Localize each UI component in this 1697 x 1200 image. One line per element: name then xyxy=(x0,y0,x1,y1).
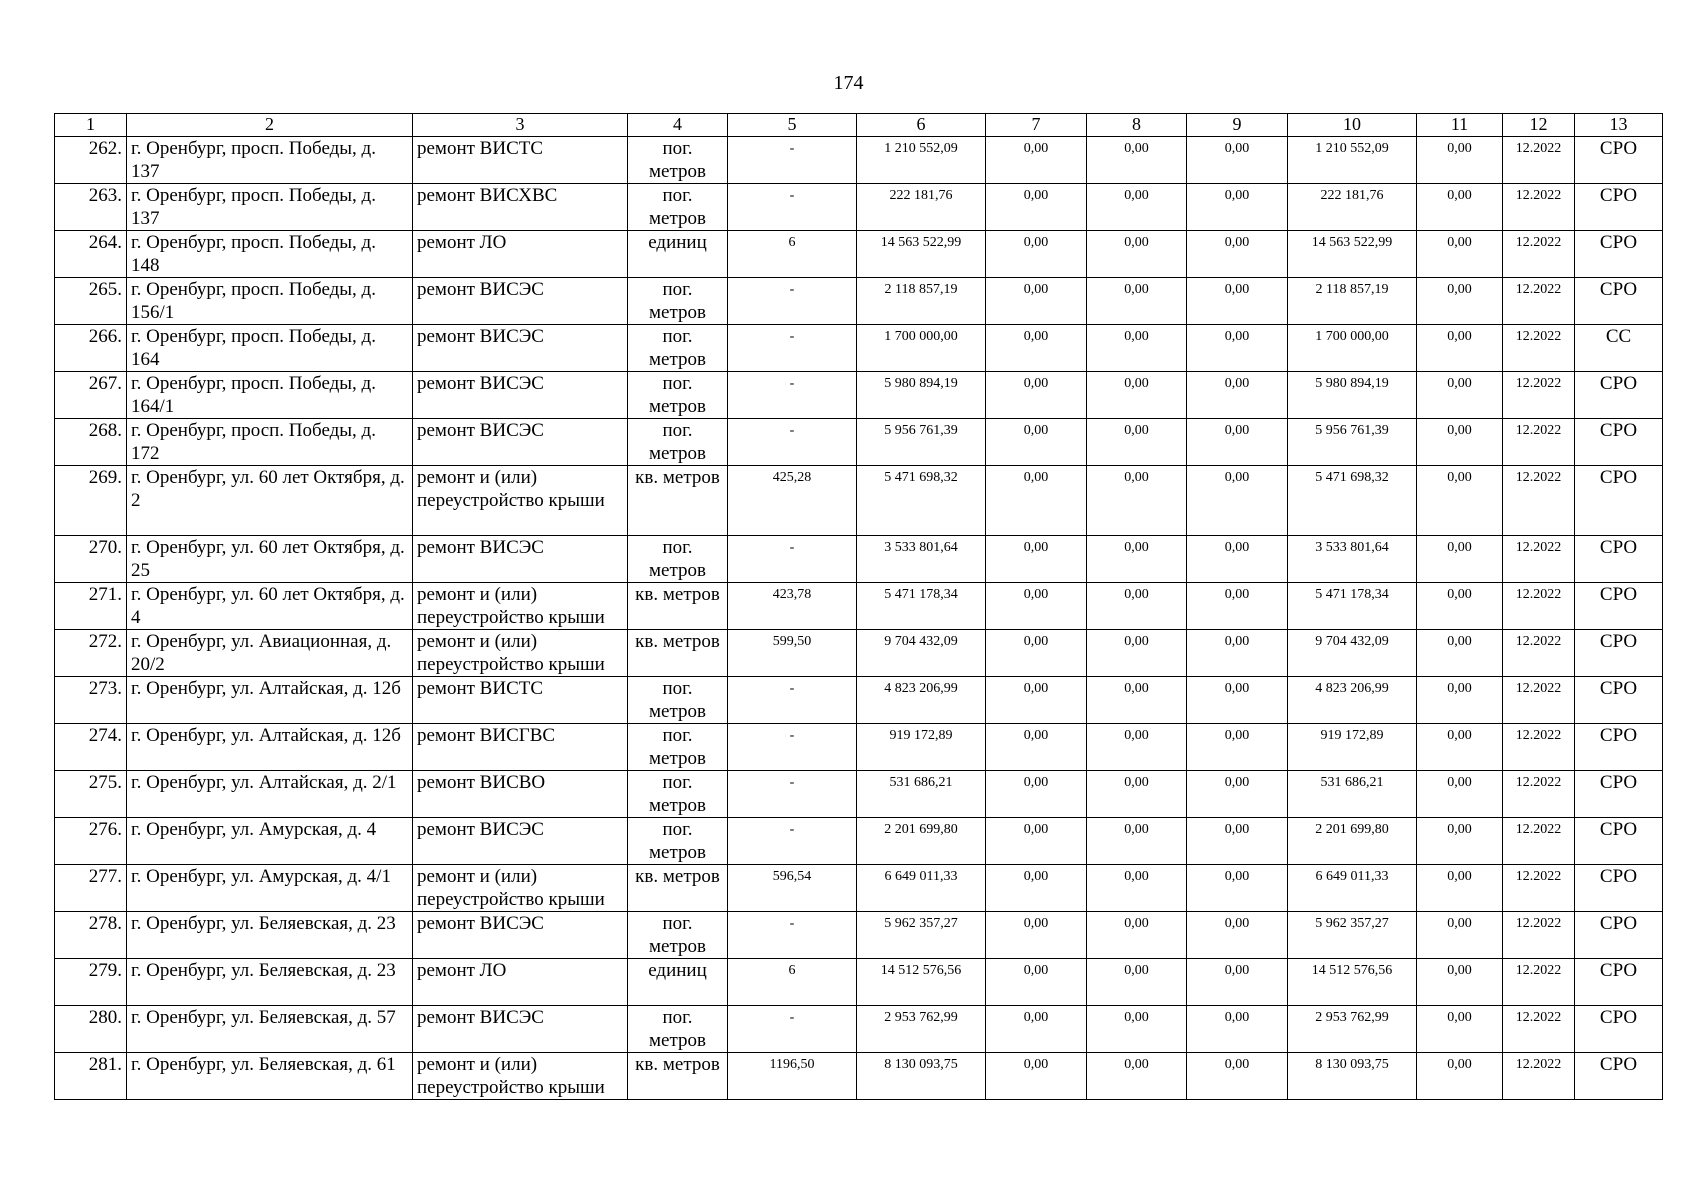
cost-col11-cell: 0,00 xyxy=(1417,278,1503,325)
cost-col11-cell: 0,00 xyxy=(1417,137,1503,184)
completion-date-cell: 12.2022 xyxy=(1503,865,1575,912)
row-number: 262. xyxy=(55,137,127,184)
quantity-cell: - xyxy=(728,912,857,959)
funding-source-cell: СРО xyxy=(1575,677,1663,724)
table-row xyxy=(55,231,1663,278)
cost-col7-cell: 0,00 xyxy=(986,466,1087,536)
quantity-cell: 599,50 xyxy=(728,630,857,677)
funding-source-cell: СРО xyxy=(1575,137,1663,184)
cost-col9-cell: 0,00 xyxy=(1187,325,1288,372)
cost-col7-cell: 0,00 xyxy=(986,372,1087,419)
completion-date-cell: 12.2022 xyxy=(1503,466,1575,536)
address-cell: г. Оренбург, ул. 60 лет Октября, д. 4 xyxy=(127,583,413,630)
cost-col10-cell: 5 956 761,39 xyxy=(1288,419,1417,466)
cost-col10-cell: 9 704 432,09 xyxy=(1288,630,1417,677)
cost-col10-cell: 14 512 576,56 xyxy=(1288,959,1417,1006)
address-cell: г. Оренбург, ул. Беляевская, д. 57 xyxy=(127,1006,413,1053)
row-number: 279. xyxy=(55,959,127,1006)
unit-cell: пог. метров xyxy=(628,278,728,325)
table-row xyxy=(55,325,1663,372)
table-row xyxy=(55,865,1663,912)
table-row xyxy=(55,630,1663,677)
table-row xyxy=(55,771,1663,818)
work-type-cell: ремонт ВИСЭС xyxy=(413,325,628,372)
row-number: 274. xyxy=(55,724,127,771)
cost-col8-cell: 0,00 xyxy=(1087,372,1187,419)
row-number: 266. xyxy=(55,325,127,372)
cost-col8-cell: 0,00 xyxy=(1087,912,1187,959)
column-header-2: 2 xyxy=(127,114,413,137)
cost-col9-cell: 0,00 xyxy=(1187,231,1288,278)
total-cost-cell: 6 649 011,33 xyxy=(857,865,986,912)
total-cost-cell: 2 953 762,99 xyxy=(857,1006,986,1053)
cost-col10-cell: 5 471 178,34 xyxy=(1288,583,1417,630)
header-row xyxy=(55,114,1663,137)
cost-col9-cell: 0,00 xyxy=(1187,372,1288,419)
address-cell: г. Оренбург, ул. Амурская, д. 4/1 xyxy=(127,865,413,912)
cost-col10-cell: 531 686,21 xyxy=(1288,771,1417,818)
unit-cell: кв. метров xyxy=(628,466,728,536)
address-cell: г. Оренбург, просп. Победы, д. 172 xyxy=(127,419,413,466)
work-type-cell: ремонт ВИСЭС xyxy=(413,419,628,466)
work-type-cell: ремонт и (или) переустройство крыши xyxy=(413,630,628,677)
cost-col10-cell: 1 210 552,09 xyxy=(1288,137,1417,184)
cost-col7-cell: 0,00 xyxy=(986,865,1087,912)
table-row xyxy=(55,912,1663,959)
row-number: 270. xyxy=(55,536,127,583)
cost-col8-cell: 0,00 xyxy=(1087,1006,1187,1053)
row-number: 271. xyxy=(55,583,127,630)
table-row xyxy=(55,677,1663,724)
column-header-12: 12 xyxy=(1503,114,1575,137)
row-number: 264. xyxy=(55,231,127,278)
completion-date-cell: 12.2022 xyxy=(1503,771,1575,818)
completion-date-cell: 12.2022 xyxy=(1503,419,1575,466)
cost-col7-cell: 0,00 xyxy=(986,419,1087,466)
cost-col8-cell: 0,00 xyxy=(1087,231,1187,278)
funding-source-cell: СРО xyxy=(1575,1006,1663,1053)
cost-col8-cell: 0,00 xyxy=(1087,771,1187,818)
cost-col9-cell: 0,00 xyxy=(1187,865,1288,912)
total-cost-cell: 4 823 206,99 xyxy=(857,677,986,724)
address-cell: г. Оренбург, ул. Беляевская, д. 61 xyxy=(127,1053,413,1100)
cost-col8-cell: 0,00 xyxy=(1087,818,1187,865)
cost-col9-cell: 0,00 xyxy=(1187,630,1288,677)
table-body xyxy=(55,137,1663,1100)
cost-col11-cell: 0,00 xyxy=(1417,865,1503,912)
cost-col9-cell: 0,00 xyxy=(1187,724,1288,771)
funding-source-cell: СРО xyxy=(1575,818,1663,865)
row-number: 278. xyxy=(55,912,127,959)
cost-col9-cell: 0,00 xyxy=(1187,1053,1288,1100)
unit-cell: пог. метров xyxy=(628,184,728,231)
cost-col7-cell: 0,00 xyxy=(986,771,1087,818)
cost-col11-cell: 0,00 xyxy=(1417,771,1503,818)
row-number: 268. xyxy=(55,419,127,466)
funding-source-cell: СРО xyxy=(1575,372,1663,419)
completion-date-cell: 12.2022 xyxy=(1503,231,1575,278)
table-row xyxy=(55,137,1663,184)
funding-source-cell: СРО xyxy=(1575,231,1663,278)
column-header-7: 7 xyxy=(986,114,1087,137)
completion-date-cell: 12.2022 xyxy=(1503,583,1575,630)
cost-col8-cell: 0,00 xyxy=(1087,278,1187,325)
total-cost-cell: 2 118 857,19 xyxy=(857,278,986,325)
unit-cell: кв. метров xyxy=(628,1053,728,1100)
unit-cell: пог. метров xyxy=(628,677,728,724)
row-number: 269. xyxy=(55,466,127,536)
work-type-cell: ремонт ВИСВО xyxy=(413,771,628,818)
cost-col10-cell: 2 118 857,19 xyxy=(1288,278,1417,325)
quantity-cell: - xyxy=(728,1006,857,1053)
completion-date-cell: 12.2022 xyxy=(1503,536,1575,583)
table-row xyxy=(55,959,1663,1006)
cost-col10-cell: 8 130 093,75 xyxy=(1288,1053,1417,1100)
row-number: 273. xyxy=(55,677,127,724)
table-row xyxy=(55,184,1663,231)
quantity-cell: - xyxy=(728,677,857,724)
row-number: 281. xyxy=(55,1053,127,1100)
total-cost-cell: 5 471 178,34 xyxy=(857,583,986,630)
cost-col9-cell: 0,00 xyxy=(1187,137,1288,184)
address-cell: г. Оренбург, просп. Победы, д. 164 xyxy=(127,325,413,372)
quantity-cell: - xyxy=(728,419,857,466)
completion-date-cell: 12.2022 xyxy=(1503,278,1575,325)
address-cell: г. Оренбург, ул. Беляевская, д. 23 xyxy=(127,959,413,1006)
funding-source-cell: СРО xyxy=(1575,419,1663,466)
cost-col7-cell: 0,00 xyxy=(986,536,1087,583)
cost-col7-cell: 0,00 xyxy=(986,724,1087,771)
work-type-cell: ремонт ВИСХВС xyxy=(413,184,628,231)
work-type-cell: ремонт ВИСТС xyxy=(413,137,628,184)
cost-col11-cell: 0,00 xyxy=(1417,325,1503,372)
total-cost-cell: 8 130 093,75 xyxy=(857,1053,986,1100)
row-number: 277. xyxy=(55,865,127,912)
total-cost-cell: 5 980 894,19 xyxy=(857,372,986,419)
column-header-1: 1 xyxy=(55,114,127,137)
cost-col11-cell: 0,00 xyxy=(1417,184,1503,231)
quantity-cell: - xyxy=(728,278,857,325)
total-cost-cell: 531 686,21 xyxy=(857,771,986,818)
address-cell: г. Оренбург, ул. Амурская, д. 4 xyxy=(127,818,413,865)
quantity-cell: 1196,50 xyxy=(728,1053,857,1100)
cost-col9-cell: 0,00 xyxy=(1187,536,1288,583)
row-number: 265. xyxy=(55,278,127,325)
cost-col7-cell: 0,00 xyxy=(986,677,1087,724)
unit-cell: пог. метров xyxy=(628,536,728,583)
completion-date-cell: 12.2022 xyxy=(1503,1006,1575,1053)
cost-col8-cell: 0,00 xyxy=(1087,865,1187,912)
cost-col10-cell: 2 201 699,80 xyxy=(1288,818,1417,865)
unit-cell: пог. метров xyxy=(628,372,728,419)
cost-col11-cell: 0,00 xyxy=(1417,677,1503,724)
cost-col9-cell: 0,00 xyxy=(1187,419,1288,466)
unit-cell: пог. метров xyxy=(628,724,728,771)
funding-source-cell: СРО xyxy=(1575,184,1663,231)
funding-source-cell: СРО xyxy=(1575,583,1663,630)
cost-col7-cell: 0,00 xyxy=(986,1006,1087,1053)
cost-col9-cell: 0,00 xyxy=(1187,466,1288,536)
total-cost-cell: 2 201 699,80 xyxy=(857,818,986,865)
table-row xyxy=(55,466,1663,536)
column-header-13: 13 xyxy=(1575,114,1663,137)
cost-col11-cell: 0,00 xyxy=(1417,1053,1503,1100)
work-type-cell: ремонт ВИСЭС xyxy=(413,912,628,959)
completion-date-cell: 12.2022 xyxy=(1503,959,1575,1006)
table-row xyxy=(55,278,1663,325)
cost-col11-cell: 0,00 xyxy=(1417,630,1503,677)
work-type-cell: ремонт ЛО xyxy=(413,231,628,278)
completion-date-cell: 12.2022 xyxy=(1503,724,1575,771)
cost-col9-cell: 0,00 xyxy=(1187,184,1288,231)
address-cell: г. Оренбург, просп. Победы, д. 137 xyxy=(127,137,413,184)
work-type-cell: ремонт и (или) переустройство крыши xyxy=(413,466,628,536)
cost-col8-cell: 0,00 xyxy=(1087,466,1187,536)
cost-col9-cell: 0,00 xyxy=(1187,278,1288,325)
row-number: 267. xyxy=(55,372,127,419)
page-number: 174 xyxy=(833,72,864,94)
quantity-cell: - xyxy=(728,372,857,419)
cost-col10-cell: 2 953 762,99 xyxy=(1288,1006,1417,1053)
address-cell: г. Оренбург, ул. 60 лет Октября, д. 2 xyxy=(127,466,413,536)
quantity-cell: 423,78 xyxy=(728,583,857,630)
funding-source-cell: СРО xyxy=(1575,912,1663,959)
cost-col8-cell: 0,00 xyxy=(1087,325,1187,372)
cost-col10-cell: 5 980 894,19 xyxy=(1288,372,1417,419)
total-cost-cell: 5 962 357,27 xyxy=(857,912,986,959)
cost-col7-cell: 0,00 xyxy=(986,1053,1087,1100)
cost-col7-cell: 0,00 xyxy=(986,325,1087,372)
quantity-cell: 6 xyxy=(728,959,857,1006)
work-type-cell: ремонт ЛО xyxy=(413,959,628,1006)
completion-date-cell: 12.2022 xyxy=(1503,912,1575,959)
completion-date-cell: 12.2022 xyxy=(1503,818,1575,865)
quantity-cell: 425,28 xyxy=(728,466,857,536)
cost-col11-cell: 0,00 xyxy=(1417,372,1503,419)
row-number: 263. xyxy=(55,184,127,231)
table-row xyxy=(55,583,1663,630)
work-type-cell: ремонт ВИСЭС xyxy=(413,818,628,865)
work-type-cell: ремонт и (или) переустройство крыши xyxy=(413,1053,628,1100)
cost-col11-cell: 0,00 xyxy=(1417,1006,1503,1053)
unit-cell: кв. метров xyxy=(628,583,728,630)
total-cost-cell: 222 181,76 xyxy=(857,184,986,231)
funding-source-cell: СС xyxy=(1575,325,1663,372)
quantity-cell: - xyxy=(728,184,857,231)
address-cell: г. Оренбург, просп. Победы, д. 156/1 xyxy=(127,278,413,325)
table-row xyxy=(55,1006,1663,1053)
cost-col11-cell: 0,00 xyxy=(1417,724,1503,771)
funding-source-cell: СРО xyxy=(1575,1053,1663,1100)
work-type-cell: ремонт и (или) переустройство крыши xyxy=(413,583,628,630)
cost-col10-cell: 6 649 011,33 xyxy=(1288,865,1417,912)
address-cell: г. Оренбург, просп. Победы, д. 164/1 xyxy=(127,372,413,419)
unit-cell: пог. метров xyxy=(628,419,728,466)
column-header-9: 9 xyxy=(1187,114,1288,137)
total-cost-cell: 14 563 522,99 xyxy=(857,231,986,278)
total-cost-cell: 919 172,89 xyxy=(857,724,986,771)
quantity-cell: - xyxy=(728,536,857,583)
cost-col7-cell: 0,00 xyxy=(986,137,1087,184)
cost-col10-cell: 4 823 206,99 xyxy=(1288,677,1417,724)
cost-col8-cell: 0,00 xyxy=(1087,1053,1187,1100)
row-number: 280. xyxy=(55,1006,127,1053)
unit-cell: пог. метров xyxy=(628,771,728,818)
address-cell: г. Оренбург, ул. Алтайская, д. 12б xyxy=(127,724,413,771)
cost-col8-cell: 0,00 xyxy=(1087,959,1187,1006)
quantity-cell: - xyxy=(728,325,857,372)
cost-col10-cell: 222 181,76 xyxy=(1288,184,1417,231)
funding-source-cell: СРО xyxy=(1575,466,1663,536)
unit-cell: кв. метров xyxy=(628,865,728,912)
column-header-11: 11 xyxy=(1417,114,1503,137)
cost-col9-cell: 0,00 xyxy=(1187,959,1288,1006)
cost-col7-cell: 0,00 xyxy=(986,912,1087,959)
cost-col10-cell: 5 962 357,27 xyxy=(1288,912,1417,959)
cost-col9-cell: 0,00 xyxy=(1187,818,1288,865)
address-cell: г. Оренбург, просп. Победы, д. 148 xyxy=(127,231,413,278)
cost-col7-cell: 0,00 xyxy=(986,818,1087,865)
funding-source-cell: СРО xyxy=(1575,278,1663,325)
funding-source-cell: СРО xyxy=(1575,536,1663,583)
cost-col10-cell: 919 172,89 xyxy=(1288,724,1417,771)
row-number: 275. xyxy=(55,771,127,818)
cost-col8-cell: 0,00 xyxy=(1087,184,1187,231)
row-number: 272. xyxy=(55,630,127,677)
unit-cell: единиц xyxy=(628,231,728,278)
cost-col8-cell: 0,00 xyxy=(1087,724,1187,771)
cost-col11-cell: 0,00 xyxy=(1417,818,1503,865)
work-type-cell: ремонт ВИСТС xyxy=(413,677,628,724)
cost-col10-cell: 3 533 801,64 xyxy=(1288,536,1417,583)
cost-col11-cell: 0,00 xyxy=(1417,912,1503,959)
cost-col11-cell: 0,00 xyxy=(1417,583,1503,630)
cost-col8-cell: 0,00 xyxy=(1087,536,1187,583)
column-header-3: 3 xyxy=(413,114,628,137)
cost-col11-cell: 0,00 xyxy=(1417,231,1503,278)
cost-col9-cell: 0,00 xyxy=(1187,912,1288,959)
address-cell: г. Оренбург, ул. Алтайская, д. 2/1 xyxy=(127,771,413,818)
unit-cell: единиц xyxy=(628,959,728,1006)
funding-source-cell: СРО xyxy=(1575,630,1663,677)
work-type-cell: ремонт ВИСГВС xyxy=(413,724,628,771)
table-row xyxy=(55,1053,1663,1100)
cost-col10-cell: 14 563 522,99 xyxy=(1288,231,1417,278)
work-type-cell: ремонт ВИСЭС xyxy=(413,278,628,325)
funding-source-cell: СРО xyxy=(1575,959,1663,1006)
quantity-cell: - xyxy=(728,724,857,771)
total-cost-cell: 14 512 576,56 xyxy=(857,959,986,1006)
table-row xyxy=(55,372,1663,419)
table-row xyxy=(55,536,1663,583)
address-cell: г. Оренбург, ул. Авиационная, д. 20/2 xyxy=(127,630,413,677)
work-type-cell: ремонт ВИСЭС xyxy=(413,1006,628,1053)
column-header-4: 4 xyxy=(628,114,728,137)
address-cell: г. Оренбург, ул. Алтайская, д. 12б xyxy=(127,677,413,724)
completion-date-cell: 12.2022 xyxy=(1503,1053,1575,1100)
work-type-cell: ремонт ВИСЭС xyxy=(413,372,628,419)
unit-cell: пог. метров xyxy=(628,325,728,372)
completion-date-cell: 12.2022 xyxy=(1503,630,1575,677)
cost-col9-cell: 0,00 xyxy=(1187,677,1288,724)
cost-col8-cell: 0,00 xyxy=(1087,419,1187,466)
completion-date-cell: 12.2022 xyxy=(1503,325,1575,372)
cost-col8-cell: 0,00 xyxy=(1087,137,1187,184)
unit-cell: пог. метров xyxy=(628,137,728,184)
cost-col7-cell: 0,00 xyxy=(986,630,1087,677)
completion-date-cell: 12.2022 xyxy=(1503,137,1575,184)
table-row xyxy=(55,818,1663,865)
cost-col7-cell: 0,00 xyxy=(986,231,1087,278)
unit-cell: кв. метров xyxy=(628,630,728,677)
column-header-10: 10 xyxy=(1288,114,1417,137)
quantity-cell: 6 xyxy=(728,231,857,278)
column-header-5: 5 xyxy=(728,114,857,137)
total-cost-cell: 3 533 801,64 xyxy=(857,536,986,583)
funding-source-cell: СРО xyxy=(1575,771,1663,818)
cost-col8-cell: 0,00 xyxy=(1087,583,1187,630)
funding-source-cell: СРО xyxy=(1575,724,1663,771)
row-number: 276. xyxy=(55,818,127,865)
cost-col7-cell: 0,00 xyxy=(986,583,1087,630)
address-cell: г. Оренбург, просп. Победы, д. 137 xyxy=(127,184,413,231)
quantity-cell: - xyxy=(728,137,857,184)
cost-col8-cell: 0,00 xyxy=(1087,630,1187,677)
cost-col11-cell: 0,00 xyxy=(1417,419,1503,466)
work-type-cell: ремонт ВИСЭС xyxy=(413,536,628,583)
cost-col11-cell: 0,00 xyxy=(1417,466,1503,536)
cost-col9-cell: 0,00 xyxy=(1187,583,1288,630)
cost-col10-cell: 5 471 698,32 xyxy=(1288,466,1417,536)
work-type-cell: ремонт и (или) переустройство крыши xyxy=(413,865,628,912)
quantity-cell: - xyxy=(728,771,857,818)
funding-source-cell: СРО xyxy=(1575,865,1663,912)
completion-date-cell: 12.2022 xyxy=(1503,372,1575,419)
cost-col9-cell: 0,00 xyxy=(1187,1006,1288,1053)
quantity-cell: - xyxy=(728,818,857,865)
cost-col7-cell: 0,00 xyxy=(986,184,1087,231)
total-cost-cell: 5 956 761,39 xyxy=(857,419,986,466)
table-row xyxy=(55,724,1663,771)
completion-date-cell: 12.2022 xyxy=(1503,184,1575,231)
address-cell: г. Оренбург, ул. Беляевская, д. 23 xyxy=(127,912,413,959)
total-cost-cell: 9 704 432,09 xyxy=(857,630,986,677)
unit-cell: пог. метров xyxy=(628,912,728,959)
address-cell: г. Оренбург, ул. 60 лет Октября, д. 25 xyxy=(127,536,413,583)
cost-col11-cell: 0,00 xyxy=(1417,536,1503,583)
unit-cell: пог. метров xyxy=(628,818,728,865)
total-cost-cell: 1 210 552,09 xyxy=(857,137,986,184)
cost-col9-cell: 0,00 xyxy=(1187,771,1288,818)
completion-date-cell: 12.2022 xyxy=(1503,677,1575,724)
cost-col10-cell: 1 700 000,00 xyxy=(1288,325,1417,372)
table-row xyxy=(55,419,1663,466)
repair-program-table xyxy=(54,113,1663,1100)
column-header-8: 8 xyxy=(1087,114,1187,137)
total-cost-cell: 5 471 698,32 xyxy=(857,466,986,536)
cost-col7-cell: 0,00 xyxy=(986,959,1087,1006)
cost-col8-cell: 0,00 xyxy=(1087,677,1187,724)
cost-col7-cell: 0,00 xyxy=(986,278,1087,325)
column-header-6: 6 xyxy=(857,114,986,137)
unit-cell: пог. метров xyxy=(628,1006,728,1053)
total-cost-cell: 1 700 000,00 xyxy=(857,325,986,372)
quantity-cell: 596,54 xyxy=(728,865,857,912)
cost-col11-cell: 0,00 xyxy=(1417,959,1503,1006)
